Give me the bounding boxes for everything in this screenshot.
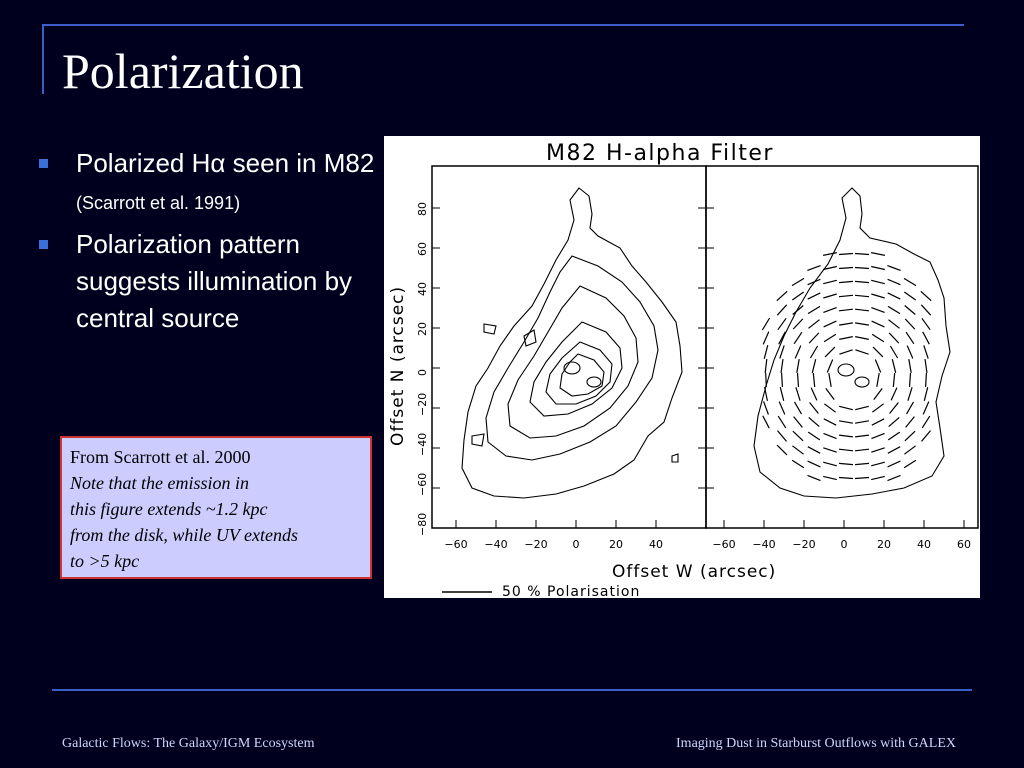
x-tick-label: −40 xyxy=(484,538,508,551)
polarisation-vector xyxy=(797,359,799,373)
polarisation-vector xyxy=(824,433,837,438)
polarisation-vector xyxy=(839,449,853,451)
polarisation-vector xyxy=(795,402,802,414)
y-tick-label: 60 xyxy=(416,242,429,256)
polarisation-vector xyxy=(893,373,894,387)
m82-halpha-figure xyxy=(384,136,980,598)
polarisation-vector xyxy=(922,416,930,428)
polarisation-vector xyxy=(824,321,837,327)
polarisation-vector xyxy=(871,448,884,452)
bullet-item xyxy=(36,226,381,337)
polarisation-vectors xyxy=(762,253,931,481)
polarisation-vector xyxy=(872,433,885,438)
x-tick-label: 0 xyxy=(572,538,580,551)
polarisation-vector xyxy=(926,373,927,387)
polarisation-vector xyxy=(877,373,879,387)
polarisation-vector xyxy=(872,404,883,412)
polarisation-vector xyxy=(778,416,786,428)
polarisation-vector xyxy=(792,446,803,454)
contour-2 xyxy=(486,256,658,460)
polarisation-vector xyxy=(889,333,899,343)
polarisation-vector xyxy=(808,306,820,313)
polarisation-vector xyxy=(839,268,853,269)
polarisation-vector xyxy=(813,373,814,387)
polarisation-vector xyxy=(924,345,928,358)
note-source: From Scarrott et al. 2000 xyxy=(70,447,251,467)
polarisation-vector xyxy=(778,431,787,442)
x-tick-label: 20 xyxy=(877,538,891,551)
polarisation-vector xyxy=(796,387,800,400)
polarisation-vector xyxy=(909,359,911,373)
contour-peak-2 xyxy=(587,377,601,387)
polarisation-vector xyxy=(765,359,767,373)
polarisation-vector xyxy=(763,332,769,345)
polarisation-vector xyxy=(839,254,853,255)
footer-left: Galactic Flows: The Galaxy/IGM Ecosystem xyxy=(62,736,315,751)
polarisation-vector xyxy=(823,448,836,452)
polarisation-vector xyxy=(792,278,804,285)
polarisation-vector xyxy=(812,359,815,373)
polarisation-vector xyxy=(781,359,783,373)
right-panel-frame xyxy=(706,166,978,528)
bullet-text: Polarization pattern suggests illumination by central source xyxy=(76,229,353,333)
polarisation-vector xyxy=(905,306,916,315)
y-tick-label: 0 xyxy=(416,369,429,376)
polarisation-vector xyxy=(891,388,897,401)
polarisation-vector xyxy=(824,419,836,425)
polarisation-vector xyxy=(808,293,821,299)
polarisation-vector xyxy=(808,475,821,480)
polarisation-vector xyxy=(855,254,869,255)
polarisation-vector xyxy=(839,463,853,464)
polarisation-vector xyxy=(888,306,900,313)
polarisation-vector xyxy=(764,345,768,359)
polarisation-vector xyxy=(811,388,817,401)
x-tick-label: 40 xyxy=(917,538,931,551)
polarisation-vector xyxy=(829,373,831,387)
polarisation-vector xyxy=(888,279,901,284)
polarisation-vector xyxy=(780,387,783,401)
polarisation-vector xyxy=(873,347,883,357)
polarisation-vector xyxy=(872,419,884,425)
figure-svg xyxy=(384,136,980,598)
source-note-box xyxy=(60,436,372,579)
polarisation-vector xyxy=(792,292,803,300)
polarisation-vector xyxy=(874,388,882,399)
polarisation-vector xyxy=(923,402,929,415)
polarisation-vector xyxy=(871,253,885,256)
polarisation-vector xyxy=(875,360,880,373)
polarisation-vector xyxy=(871,308,884,313)
x-tick-labels-left xyxy=(444,520,663,551)
polarisation-vector xyxy=(855,463,869,464)
left-panel-frame xyxy=(432,166,706,528)
polarisation-vector xyxy=(826,388,834,399)
polarisation-vector xyxy=(904,446,915,454)
polarisation-vector xyxy=(907,346,913,359)
polarisation-vector xyxy=(888,432,900,440)
polarisation-vector xyxy=(855,268,869,269)
x-axis-label: Offset W (arcsec) xyxy=(612,562,777,582)
polarisation-vector xyxy=(794,417,803,428)
polarisation-vector xyxy=(823,280,837,283)
y-tick-label: 20 xyxy=(416,322,429,336)
x-tick-label: −20 xyxy=(792,538,816,551)
polarisation-vector xyxy=(762,318,769,330)
polarisation-vector xyxy=(890,403,899,414)
figure-title: M82 H-alpha Filter xyxy=(546,141,774,166)
polarisation-vector xyxy=(795,346,801,359)
x-tick-label: −60 xyxy=(444,538,468,551)
polarisation-vector xyxy=(921,291,931,300)
polarisation-vector xyxy=(823,476,837,479)
note-line: from the disk, while UV extends xyxy=(70,525,298,545)
polarisation-vector xyxy=(809,333,819,343)
polarisation-vector xyxy=(890,346,897,358)
x-tick-label: −60 xyxy=(712,538,736,551)
polarisation-vector xyxy=(839,281,853,282)
polarisation-vector xyxy=(855,435,869,437)
polarisation-vector xyxy=(904,278,916,285)
polarisation-vector xyxy=(793,319,803,329)
x-tick-label: −40 xyxy=(752,538,776,551)
polarisation-vector xyxy=(855,281,869,282)
right-peak-2 xyxy=(855,377,869,387)
polarisation-vector xyxy=(905,431,915,441)
polarisation-vector xyxy=(904,292,915,300)
polarisation-vector xyxy=(871,294,884,298)
polarisation-vector xyxy=(925,359,927,373)
polarisation-vector xyxy=(808,432,820,440)
polarisation-vector xyxy=(871,267,885,270)
top-rule xyxy=(42,24,964,26)
polarisation-vector xyxy=(839,295,853,296)
polarisation-vector xyxy=(807,266,820,271)
polarisation-vector xyxy=(906,332,914,344)
polarisation-vector xyxy=(906,417,915,428)
polarisation-vector xyxy=(765,387,768,401)
polarisation-vector xyxy=(889,417,900,426)
polarisation-vector xyxy=(888,461,901,467)
polarisation-vector xyxy=(855,449,869,451)
polarisation-vector xyxy=(839,309,853,311)
polarisation-vector xyxy=(827,360,832,373)
polarisation-vector xyxy=(872,334,884,341)
x-tick-label: 20 xyxy=(609,538,623,551)
polarisation-vector xyxy=(888,475,901,480)
bullet-square-icon xyxy=(39,159,48,168)
polarisation-vector xyxy=(808,279,821,284)
polarisation-vector xyxy=(921,305,930,315)
polarisation-vector xyxy=(779,402,785,415)
contour-blob xyxy=(484,324,496,334)
polarisation-vector xyxy=(778,318,786,329)
y-tick-label: −40 xyxy=(416,432,429,456)
y-axis-label: Offset N (arcsec) xyxy=(388,285,408,446)
polarisation-vector xyxy=(794,332,802,344)
polarisation-vector xyxy=(777,291,787,300)
polarisation-vector xyxy=(808,461,821,467)
polarisation-vector xyxy=(871,280,885,283)
slide-title: Polarization xyxy=(62,43,304,99)
y-tick-label: −20 xyxy=(416,392,429,416)
bullet-item xyxy=(36,145,381,222)
polarisation-vector xyxy=(923,332,930,344)
contour-4 xyxy=(530,322,622,416)
polarisation-vector xyxy=(839,406,853,409)
x-tick-label: 40 xyxy=(649,538,663,551)
polarisation-vector xyxy=(780,345,784,358)
contour-blob xyxy=(472,434,484,446)
polarisation-vector xyxy=(855,421,869,423)
contour-blob xyxy=(672,454,678,462)
polarisation-vector xyxy=(764,401,769,414)
y-tick-label: 80 xyxy=(416,202,429,216)
polarisation-vector xyxy=(888,447,900,454)
polarisation-vector xyxy=(907,402,914,414)
polarisation-vector xyxy=(910,373,911,387)
polarisation-vector xyxy=(855,350,868,354)
polarisation-vector xyxy=(823,308,836,313)
note-line: this figure extends ~1.2 kpc xyxy=(70,499,268,519)
polarisation-vector xyxy=(889,320,900,329)
polarisation-vector xyxy=(823,462,837,466)
right-peak-1 xyxy=(838,364,854,376)
y-tick-label: 40 xyxy=(416,282,429,296)
polarisation-vector xyxy=(855,295,869,296)
note-line: to >5 kpc xyxy=(70,551,140,571)
note-line: Note that the emission in xyxy=(70,473,249,493)
polarisation-vector xyxy=(766,373,767,387)
polarisation-vector xyxy=(904,460,916,468)
polarisation-vector xyxy=(793,431,803,441)
polarisation-vector xyxy=(855,406,869,409)
bottom-rule xyxy=(52,689,972,691)
bullet-list xyxy=(36,145,381,341)
polarisation-vector xyxy=(809,417,820,426)
top-vertical-rule xyxy=(42,24,44,94)
polarisation-vector xyxy=(855,478,869,479)
polarisation-vector xyxy=(779,332,786,344)
polarisation-vector xyxy=(793,306,804,315)
outer-contour xyxy=(462,188,682,498)
polarisation-vector xyxy=(892,359,895,373)
polarisation-vector xyxy=(908,387,912,400)
polarisation-vector xyxy=(798,373,799,387)
x-tick-labels-right xyxy=(712,520,971,551)
x-tick-label: 0 xyxy=(840,538,848,551)
polarisation-vector xyxy=(839,350,852,354)
polarisation-vector xyxy=(824,404,835,412)
polarisation-vector xyxy=(782,373,783,387)
polarisation-vector xyxy=(855,337,869,340)
polarisation-vector xyxy=(839,421,853,423)
polarisation-vector xyxy=(810,403,819,414)
polarisation-vector xyxy=(823,294,836,298)
polarisation-vector xyxy=(808,447,820,454)
polarisation-vector xyxy=(763,416,769,428)
polarisation-vector xyxy=(809,320,820,329)
polarisation-vector xyxy=(855,309,869,311)
bullet-square-icon xyxy=(39,240,48,249)
x-tick-label: 60 xyxy=(957,538,971,551)
bullet-citation: (Scarrott et al. 1991) xyxy=(76,193,241,213)
legend-label: 50 % Polarisation xyxy=(502,584,641,598)
contour-6 xyxy=(560,354,604,396)
polarisation-vector xyxy=(825,347,835,357)
polarisation-vector xyxy=(871,476,885,479)
polarisation-vector xyxy=(823,253,837,256)
polarisation-vector xyxy=(777,305,786,315)
polarisation-vector xyxy=(905,319,915,329)
y-tick-label: −80 xyxy=(416,512,429,536)
polarisation-vector xyxy=(839,337,853,340)
y-tick-label: −60 xyxy=(416,472,429,496)
polarisation-vector xyxy=(924,387,927,401)
x-tick-label: −20 xyxy=(524,538,548,551)
polarisation-vector xyxy=(855,323,869,325)
polarisation-vector xyxy=(824,334,836,341)
polarisation-vector xyxy=(810,346,817,358)
polarisation-vector xyxy=(888,293,901,299)
polarisation-vector xyxy=(872,321,885,327)
polarisation-vector xyxy=(839,435,853,437)
polarisation-vector xyxy=(839,323,853,325)
polarisation-vector xyxy=(871,462,885,466)
polarisation-vector xyxy=(777,445,787,455)
footer-right: Imaging Dust in Starburst Outflows with GALEX xyxy=(676,736,956,751)
halpha-contours xyxy=(462,188,682,498)
polarisation-vector xyxy=(922,431,931,442)
polarisation-vector xyxy=(792,460,804,468)
polarisation-vector xyxy=(887,266,900,271)
polarisation-vector xyxy=(922,318,930,329)
polarisation-vector xyxy=(839,478,853,479)
bullet-text: Polarized Hα seen in M82 xyxy=(76,148,375,178)
